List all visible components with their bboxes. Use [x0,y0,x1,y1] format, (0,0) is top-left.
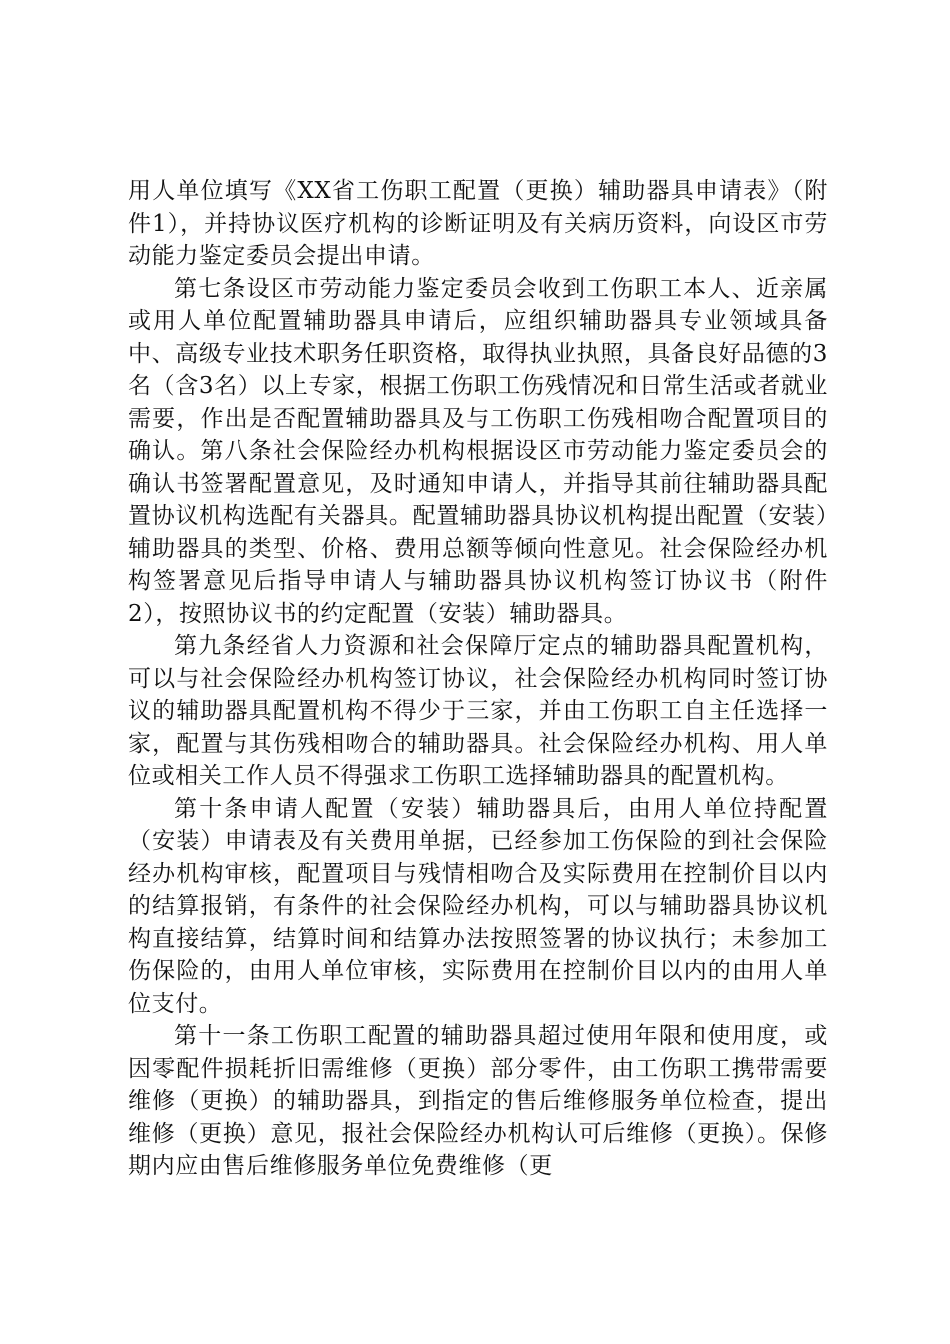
paragraph-article-10: 第十条申请人配置（安装）辅助器具后，由用人单位持配置（安装）申请表及有关费用单据，已经参加工伤保险的到社会保险经办机构审核，配置项目与残情相吻合及实际费用在控制价目以内的结算报销，有条件的社会保险经办机构，可以与辅助器具协议机构直接结算，结算时间和结算办法按照签署的协议执行；未参加工伤保险的，由用人单位审核，实际费用在控制价目以内的由用人单位支付。 [128,795,828,1017]
paragraph-article-7-8: 第七条设区市劳动能力鉴定委员会收到工伤职工本人、近亲属或用人单位配置辅助器具申请后，应组织辅助器具专业领域具备中、高级专业技术职务任职资格，取得执业执照，具备良好品德的3名（含3名）以上专家，根据工伤职工伤残情况和日常生活或者就业需要，作出是否配置辅助器具及与工伤职工伤残相吻合配置项目的确认。第八条社会保险经办机构根据设区市劳动能力鉴定委员会的确认书签署配置意见，及时通知申请人，并指导其前往辅助器具配置协议机构选配有关器具。配置辅助器具协议机构提出配置（安装）辅助器具的类型、价格、费用总额等倾向性意见。社会保险经办机构签署意见后指导申请人与辅助器具协议机构签订协议书（附件2），按照协议书的约定配置（安装）辅助器具。 [128,275,828,627]
paragraph-application-procedure: 用人单位填写《XX省工伤职工配置（更换）辅助器具申请表》（附件1），并持协议医疗机构的诊断证明及有关病历资料，向设区市劳动能力鉴定委员会提出申请。 [128,178,828,269]
document-page [128,175,828,1183]
paragraph-article-9: 第九条经省人力资源和社会保障厅定点的辅助器具配置机构，可以与社会保险经办机构签订协议，社会保险经办机构同时签订协议的辅助器具配置机构不得少于三家，并由工伤职工自主任选择一家，配置与其伤残相吻合的辅助器具。社会保险经办机构、用人单位或相关工作人员不得强求工伤职工选择辅助器具的配置机构。 [128,633,828,789]
paragraph-article-11: 第十一条工伤职工配置的辅助器具超过使用年限和使用度，或因零配件损耗折旧需维修（更换）部分零件，由工伤职工携带需要维修（更换）的辅助器具，到指定的售后维修服务单位检查，提出维修（更换）意见，报社会保险经办机构认可后维修（更换）。保修期内应由售后维修服务单位免费维修（更 [128,1023,828,1179]
